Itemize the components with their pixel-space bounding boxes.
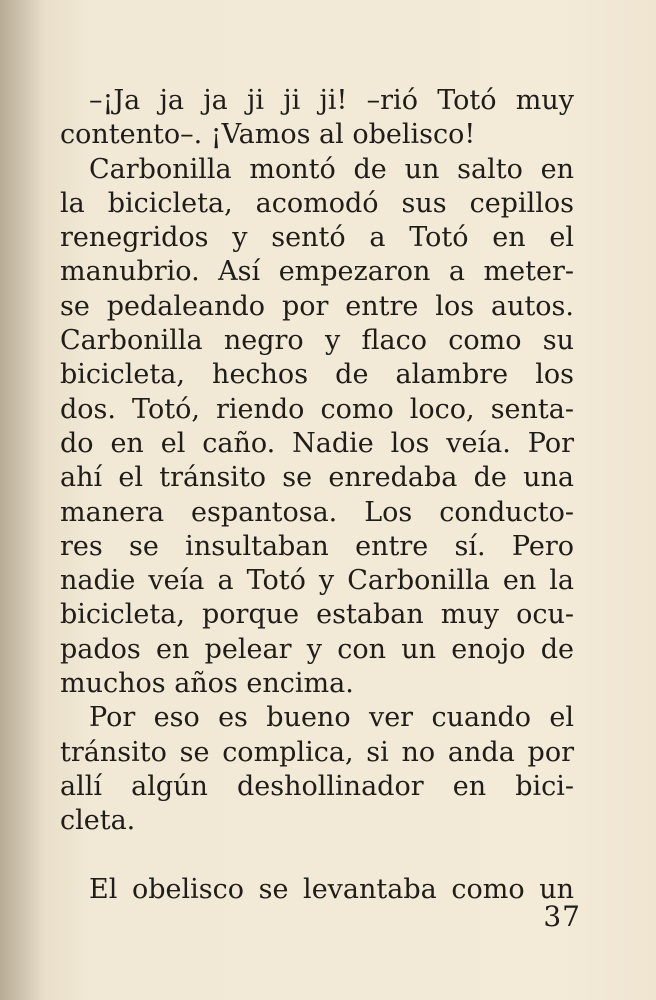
- text-line: dos. Totó, riendo como loco, senta-: [60, 393, 574, 425]
- text-line: bicicleta, porque estaban muy ocu-: [60, 599, 574, 631]
- text-line: se pedaleando por entre los autos.: [60, 290, 574, 322]
- text-line: bicicleta, hechos de alambre los: [60, 359, 574, 391]
- text-line: ahí el tránsito se enredaba de una: [60, 462, 574, 494]
- body-text: [60, 84, 574, 907]
- text-line: res se insultaban entre sí. Pero: [60, 530, 574, 562]
- text-line: muchos años encima.: [60, 668, 354, 700]
- page-number: 37: [543, 900, 581, 933]
- text-line: la bicicleta, acomodó sus cepillos: [60, 187, 574, 219]
- text-line: –¡Ja ja ja ji ji ji! –rió Totó muy: [89, 85, 574, 116]
- text-line: Carbonilla montó de un salto en: [89, 153, 574, 185]
- text-line: manubrio. Así empezaron a meter-: [60, 256, 574, 288]
- paragraph-gap: [60, 839, 574, 873]
- text-line: Carbonilla negro y flaco como su: [60, 325, 574, 357]
- gutter-shadow: [0, 0, 45, 1000]
- text-line: allí algún deshollinador en bici-: [60, 770, 574, 802]
- text-line: tránsito se complica, si no anda por: [60, 736, 574, 768]
- text-line: pados en pelear y con un enojo de: [60, 633, 574, 665]
- text-line: manera espantosa. Los conducto-: [60, 496, 574, 528]
- text-line: do en el caño. Nadie los veía. Por: [60, 427, 574, 459]
- text-line: renegridos y sentó a Totó en el: [60, 222, 574, 254]
- text-line: cleta.: [60, 805, 136, 837]
- text-line: Por eso es bueno ver cuando el: [89, 702, 574, 734]
- text-line: contento–. ¡Vamos al obelisco!: [60, 119, 476, 151]
- text-line: El obelisco se levantaba como un: [89, 873, 574, 905]
- text-line: nadie veía a Totó y Carbonilla en la: [60, 565, 574, 597]
